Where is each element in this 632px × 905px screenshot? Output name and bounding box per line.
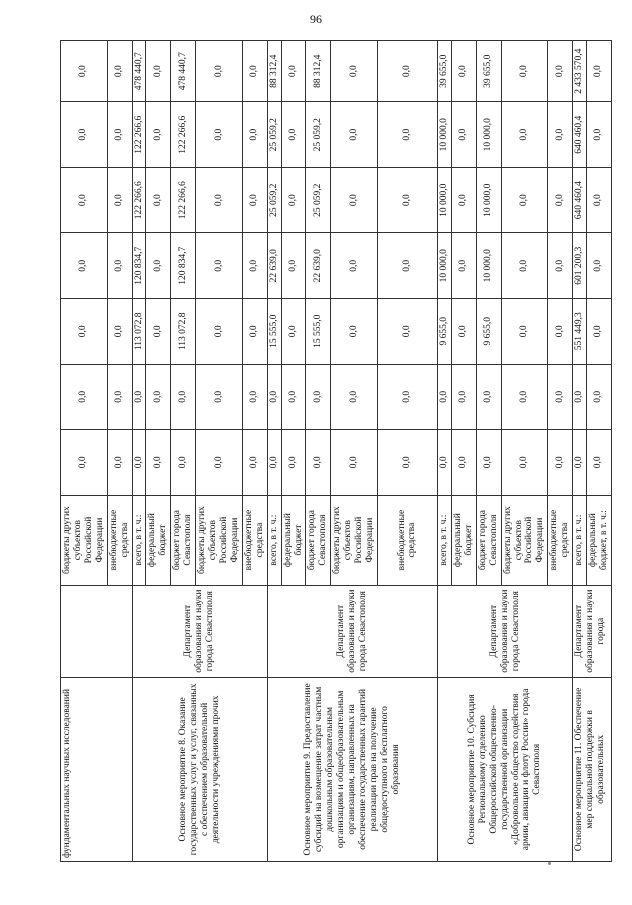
- value-cell: 0,0: [281, 102, 306, 168]
- value-cell: 0,0: [501, 299, 548, 365]
- budget-table: [60, 40, 612, 862]
- value-cell: 0,0: [61, 364, 108, 430]
- value-cell: 0,0: [451, 167, 476, 233]
- source-cell: федеральный бюджет, в т. ч.:: [587, 495, 612, 585]
- measure-cell: Основное мероприятие 8. Оказание государственных услуг и услуг, связанных с обеспечением образовательной деятельности учреждениями прочих: [132, 677, 267, 861]
- measure-cell: Основное мероприятие 9. Предоставление субсидий на возмещение затрат частным дошкольным образовательным организациям и общеобразовательным организациям, направленных на обеспечение государственных гарантий реализации прав на получение общедоступного и бесплатного образования: [267, 677, 437, 861]
- value-cell: 478 440,7: [132, 41, 146, 102]
- source-cell: всего, в т. ч.:: [437, 495, 451, 585]
- value-cell: 0,0: [242, 430, 267, 496]
- value-cell: 0,0: [573, 364, 587, 430]
- value-cell: 0,0: [548, 299, 573, 365]
- value-cell: 640 460,4: [573, 102, 587, 168]
- value-cell: 0,0: [451, 299, 476, 365]
- value-cell: 10 000,0: [437, 233, 451, 299]
- value-cell: 0,0: [501, 102, 548, 168]
- value-cell: 0,0: [587, 430, 612, 496]
- value-cell: 640 460,4: [573, 167, 587, 233]
- value-cell: 0,0: [107, 364, 132, 430]
- value-cell: 0,0: [587, 167, 612, 233]
- value-cell: 25 059,2: [306, 102, 331, 168]
- source-cell: бюджеты других субъектов Российской Федерации: [501, 495, 548, 585]
- value-cell: 0,0: [281, 167, 306, 233]
- value-cell: 0,0: [377, 364, 437, 430]
- value-cell: 0,0: [242, 364, 267, 430]
- source-cell: всего, в т. ч.:: [267, 495, 281, 585]
- value-cell: 0,0: [548, 233, 573, 299]
- value-cell: 0,0: [146, 299, 171, 365]
- responsible-cell: Департамент образования и науки города Севастополя: [132, 585, 267, 677]
- source-cell: внебюджетные средства: [377, 495, 437, 585]
- value-cell: 22 639,0: [306, 233, 331, 299]
- value-cell: 0,0: [146, 167, 171, 233]
- value-cell: 0,0: [61, 233, 108, 299]
- measure-cell: Основное мероприятие 11. Обеспечение мер социальной поддержки в образовательных: [573, 677, 612, 861]
- value-cell: 0,0: [331, 233, 378, 299]
- source-cell: бюджет города Севастополя: [171, 495, 196, 585]
- value-cell: 0,0: [267, 430, 281, 496]
- source-cell: федеральный бюджет: [146, 495, 171, 585]
- value-cell: 0,0: [132, 430, 146, 496]
- value-cell: 2 433 570,4: [573, 41, 587, 102]
- value-cell: 0,0: [451, 102, 476, 168]
- source-cell: федеральный бюджет: [281, 495, 306, 585]
- value-cell: 0,0: [437, 364, 451, 430]
- value-cell: 122 266,6: [171, 102, 196, 168]
- page-number: 96: [310, 12, 322, 26]
- source-cell: внебюджетные средства: [242, 495, 267, 585]
- value-cell: 0,0: [587, 41, 612, 102]
- responsible-cell: [61, 585, 133, 677]
- value-cell: 15 555,0: [267, 299, 281, 365]
- value-cell: 120 834,7: [171, 233, 196, 299]
- scan-speck: [548, 862, 551, 865]
- value-cell: 0,0: [451, 364, 476, 430]
- value-cell: 0,0: [451, 430, 476, 496]
- value-cell: 0,0: [196, 430, 243, 496]
- value-cell: 0,0: [331, 430, 378, 496]
- value-cell: 0,0: [281, 41, 306, 102]
- value-cell: 10 000,0: [437, 167, 451, 233]
- value-cell: 88 312,4: [267, 41, 281, 102]
- value-cell: 0,0: [281, 430, 306, 496]
- value-cell: 0,0: [196, 102, 243, 168]
- value-cell: 122 266,6: [132, 102, 146, 168]
- value-cell: 0,0: [548, 102, 573, 168]
- value-cell: 113 072,8: [171, 299, 196, 365]
- value-cell: 120 834,7: [132, 233, 146, 299]
- value-cell: 0,0: [331, 364, 378, 430]
- value-cell: 10 000,0: [476, 233, 501, 299]
- value-cell: 88 312,4: [306, 41, 331, 102]
- value-cell: 0,0: [146, 233, 171, 299]
- responsible-cell: Департамент образования и науки города: [573, 585, 612, 677]
- table-row: [132, 41, 146, 862]
- value-cell: 0,0: [61, 299, 108, 365]
- value-cell: 0,0: [331, 167, 378, 233]
- value-cell: 0,0: [171, 364, 196, 430]
- value-cell: 25 059,2: [267, 167, 281, 233]
- source-cell: бюджет города Севастополя: [476, 495, 501, 585]
- value-cell: 0,0: [242, 233, 267, 299]
- value-cell: 0,0: [242, 102, 267, 168]
- value-cell: 0,0: [281, 364, 306, 430]
- value-cell: 0,0: [196, 299, 243, 365]
- measure-cell: фундаментальных научных исследований: [61, 677, 133, 861]
- value-cell: 478 440,7: [171, 41, 196, 102]
- value-cell: 0,0: [196, 41, 243, 102]
- value-cell: 9 655,0: [476, 299, 501, 365]
- value-cell: 0,0: [331, 102, 378, 168]
- value-cell: 0,0: [242, 299, 267, 365]
- measure-cell: Основное мероприятие 10. Субсидия Региональному отделению Общероссийской общественно-государственной организации «Добровольное общество содействия армии, авиации и флоту России» города Севастополя: [437, 677, 572, 861]
- value-cell: 39 655,0: [476, 41, 501, 102]
- value-cell: 0,0: [196, 364, 243, 430]
- value-cell: 0,0: [548, 41, 573, 102]
- value-cell: 0,0: [281, 233, 306, 299]
- value-cell: 0,0: [61, 102, 108, 168]
- value-cell: 0,0: [587, 233, 612, 299]
- value-cell: 0,0: [242, 41, 267, 102]
- value-cell: 0,0: [501, 41, 548, 102]
- value-cell: 601 200,3: [573, 233, 587, 299]
- value-cell: 0,0: [61, 430, 108, 496]
- value-cell: 15 555,0: [306, 299, 331, 365]
- value-cell: 0,0: [267, 364, 281, 430]
- value-cell: 0,0: [587, 102, 612, 168]
- responsible-cell: Департамент образования и науки города Севастополя: [437, 585, 572, 677]
- value-cell: 0,0: [306, 430, 331, 496]
- table-row: [437, 41, 451, 862]
- value-cell: 0,0: [196, 233, 243, 299]
- value-cell: 0,0: [437, 430, 451, 496]
- source-cell: бюджеты других субъектов Российской Федерации: [196, 495, 243, 585]
- value-cell: 0,0: [548, 430, 573, 496]
- value-cell: 0,0: [377, 430, 437, 496]
- value-cell: 25 059,2: [267, 102, 281, 168]
- value-cell: 0,0: [107, 167, 132, 233]
- value-cell: 0,0: [196, 167, 243, 233]
- value-cell: 0,0: [587, 299, 612, 365]
- value-cell: 0,0: [146, 102, 171, 168]
- value-cell: 0,0: [281, 299, 306, 365]
- value-cell: 0,0: [146, 364, 171, 430]
- value-cell: 0,0: [331, 299, 378, 365]
- value-cell: 0,0: [171, 430, 196, 496]
- value-cell: 0,0: [451, 233, 476, 299]
- value-cell: 10 000,0: [437, 102, 451, 168]
- value-cell: 0,0: [331, 41, 378, 102]
- value-cell: 0,0: [501, 233, 548, 299]
- value-cell: 9 655,0: [437, 299, 451, 365]
- value-cell: 0,0: [132, 364, 146, 430]
- source-cell: всего, в т. ч.:: [132, 495, 146, 585]
- value-cell: 122 266,6: [132, 167, 146, 233]
- value-cell: 0,0: [501, 364, 548, 430]
- value-cell: 0,0: [61, 41, 108, 102]
- rotated-table-stage: [60, 40, 609, 862]
- table-row: [573, 41, 587, 862]
- value-cell: 0,0: [548, 364, 573, 430]
- value-cell: 122 266,6: [171, 167, 196, 233]
- source-cell: федеральный бюджет: [451, 495, 476, 585]
- value-cell: 0,0: [61, 167, 108, 233]
- source-cell: внебюджетные средства: [548, 495, 573, 585]
- value-cell: 0,0: [501, 167, 548, 233]
- value-cell: 0,0: [501, 430, 548, 496]
- value-cell: 551 449,3: [573, 299, 587, 365]
- value-cell: 0,0: [242, 167, 267, 233]
- value-cell: 0,0: [377, 167, 437, 233]
- value-cell: 0,0: [451, 41, 476, 102]
- value-cell: 0,0: [377, 102, 437, 168]
- source-cell: всего, в т. ч.:: [573, 495, 587, 585]
- value-cell: 0,0: [107, 102, 132, 168]
- value-cell: 0,0: [306, 364, 331, 430]
- value-cell: 0,0: [107, 299, 132, 365]
- value-cell: 113 072,8: [132, 299, 146, 365]
- table-row: [61, 41, 108, 862]
- value-cell: 0,0: [107, 430, 132, 496]
- source-cell: внебюджетные средства: [107, 495, 132, 585]
- value-cell: 0,0: [548, 167, 573, 233]
- value-cell: 0,0: [146, 41, 171, 102]
- value-cell: 0,0: [377, 299, 437, 365]
- source-cell: бюджеты других субъектов Российской Федерации: [61, 495, 108, 585]
- source-cell: бюджеты других субъектов Российской Федерации: [331, 495, 378, 585]
- value-cell: 10 000,0: [476, 102, 501, 168]
- value-cell: 0,0: [573, 430, 587, 496]
- value-cell: 0,0: [476, 364, 501, 430]
- value-cell: 0,0: [377, 41, 437, 102]
- responsible-cell: Департамент образования и науки города Севастополя: [267, 585, 437, 677]
- value-cell: 22 639,0: [267, 233, 281, 299]
- value-cell: 39 655,0: [437, 41, 451, 102]
- table-row: [267, 41, 281, 862]
- source-cell: бюджет города Севастополя: [306, 495, 331, 585]
- value-cell: 0,0: [107, 41, 132, 102]
- value-cell: 0,0: [107, 233, 132, 299]
- value-cell: 0,0: [146, 430, 171, 496]
- value-cell: 10 000,0: [476, 167, 501, 233]
- value-cell: 0,0: [377, 233, 437, 299]
- rotated-table: [60, 40, 609, 862]
- value-cell: 25 059,2: [306, 167, 331, 233]
- value-cell: 0,0: [587, 364, 612, 430]
- value-cell: 0,0: [476, 430, 501, 496]
